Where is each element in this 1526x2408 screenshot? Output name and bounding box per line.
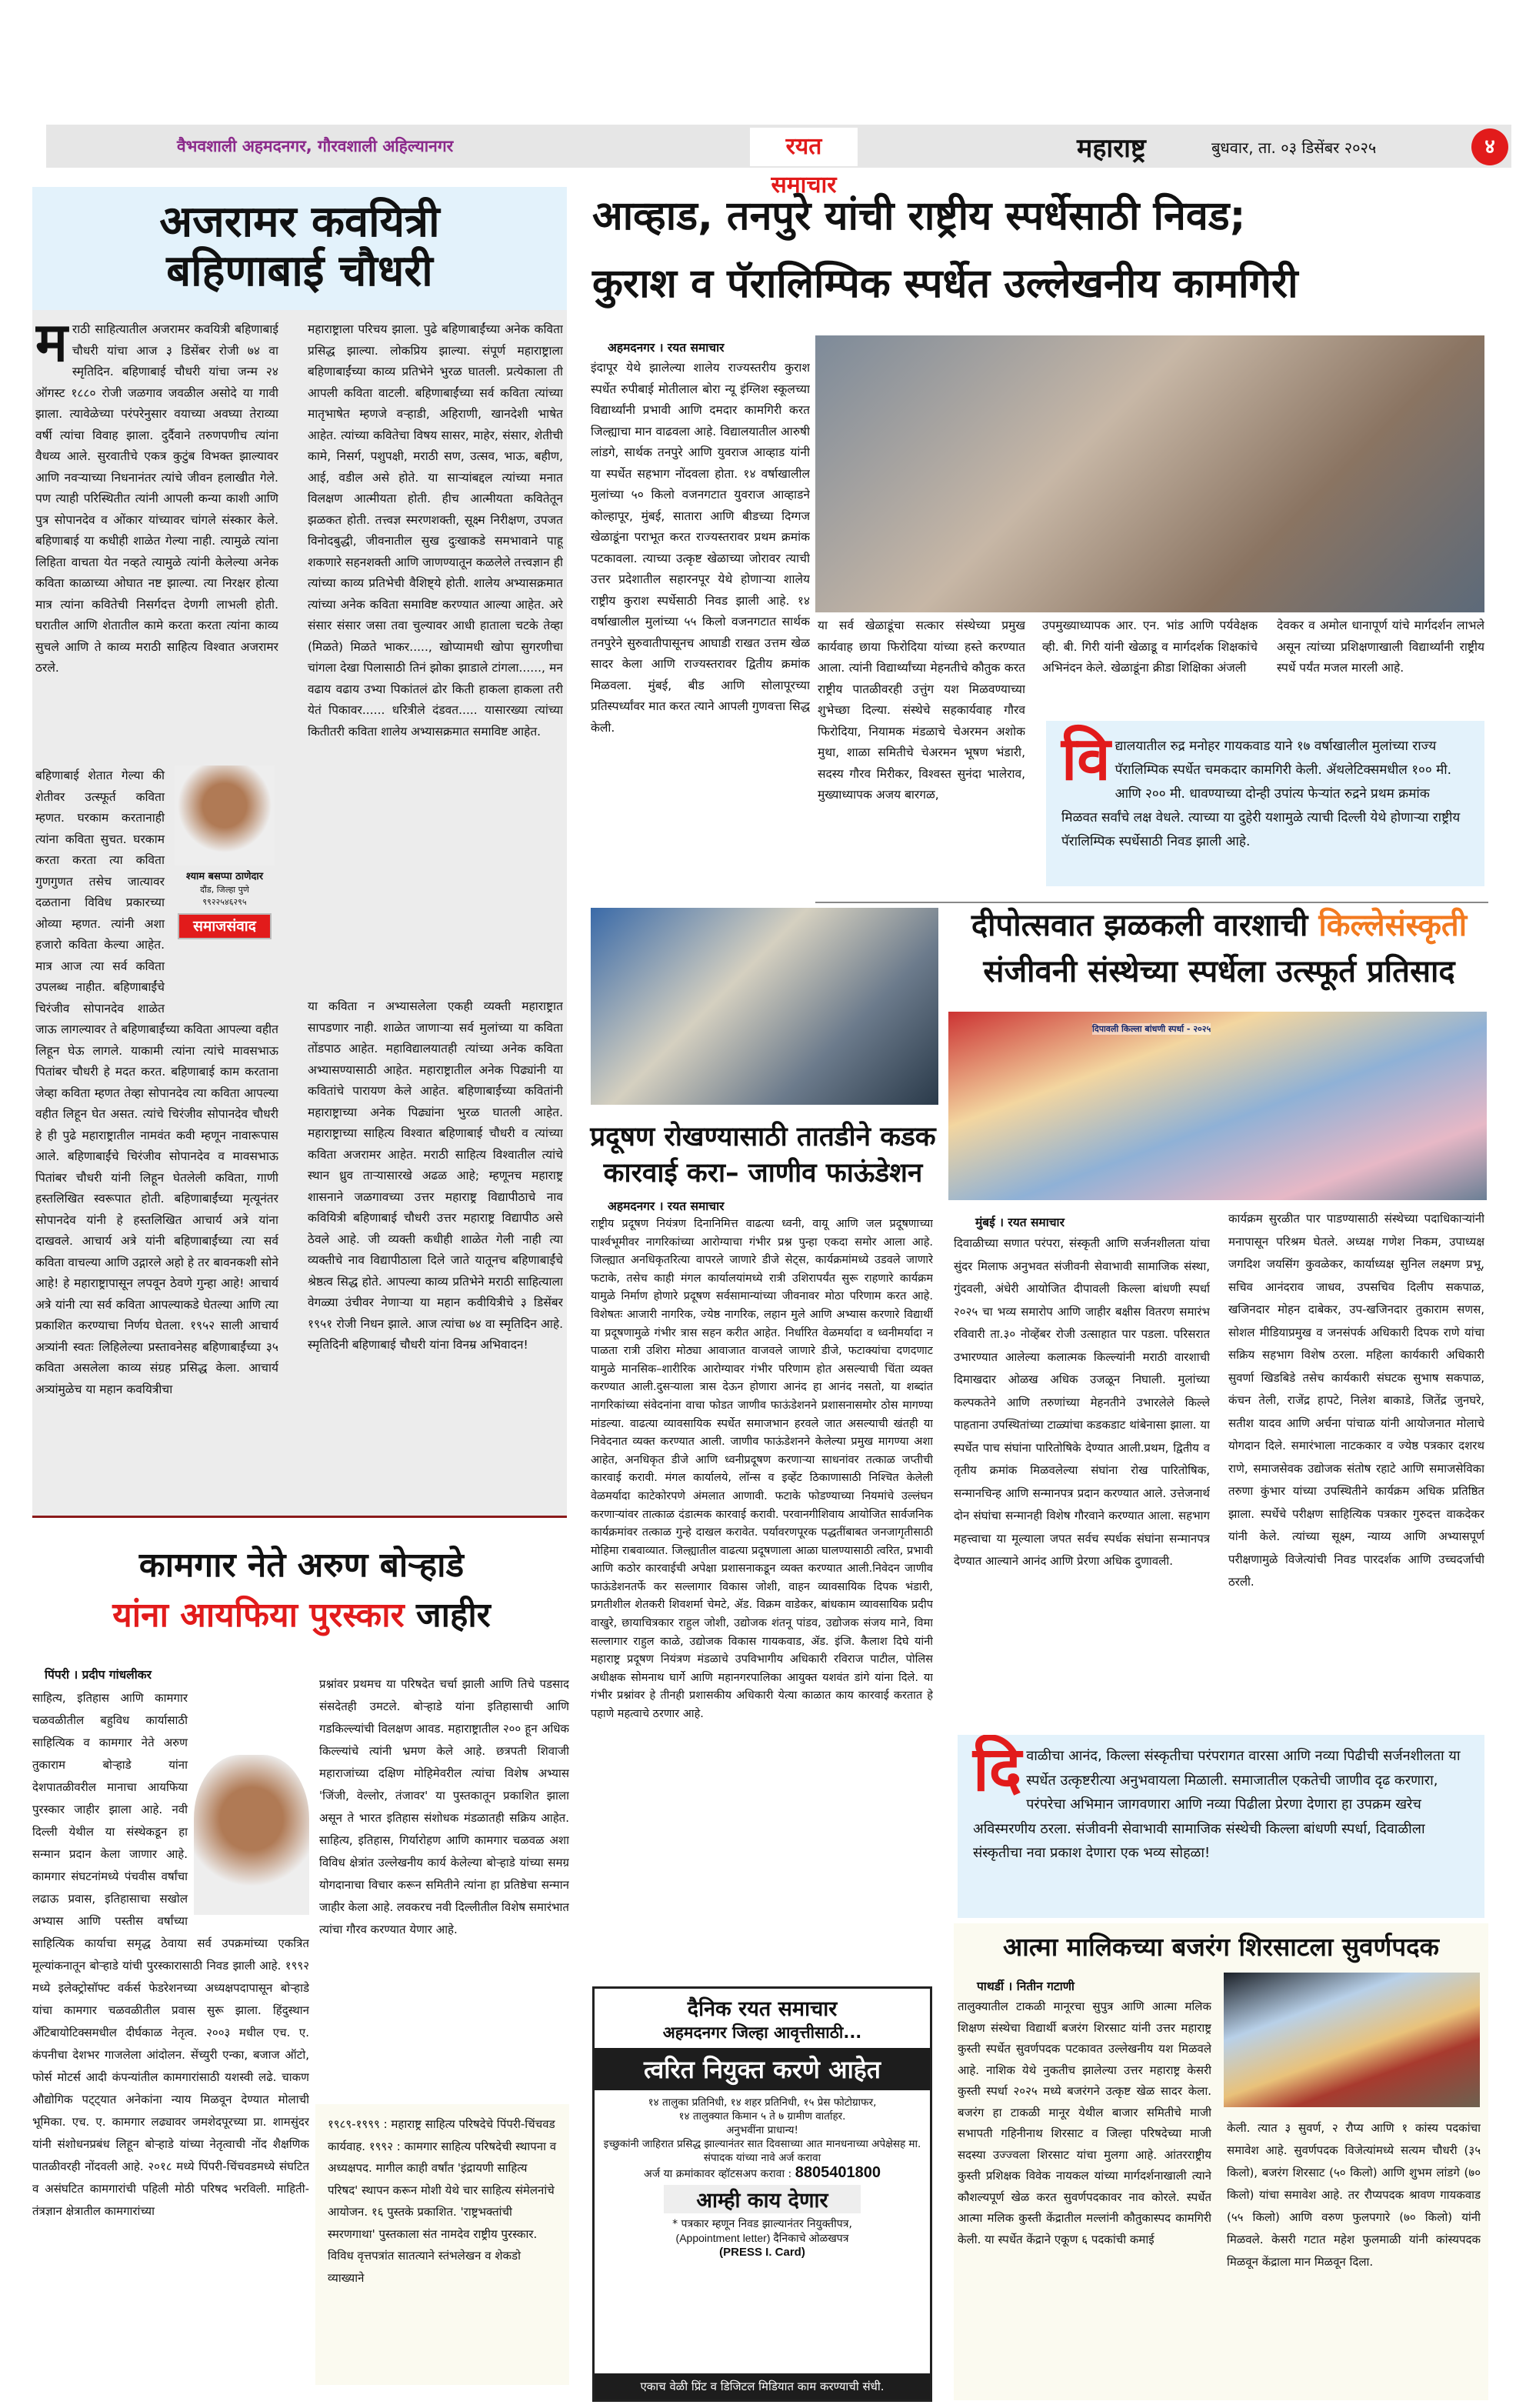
article5-col2: प्रश्नांवर प्रथमच या परिषदेत चर्चा झाली आणि तिचे पडसाद संसदेतही उमटले. बोऱ्हाडे यांना इतिहासाची आणि गडकिल्ल्यांची विलक्षण आवड. महाराष्ट्रातील २०० हून अधिक किल्ल्यांचे त्यांनी भ्रमण केले आहे. छत्रपती शिवाजी महाराजांच्या दक्षिण मोहिमेवरील त्यांचा विशेष अभ्यास 'जिंजी, वेल्लोर, तंजावर' या पुस्तकातून प्रकाशित झाला असून ते भारत इतिहास संशोधक मंडळातही सक्रिय आहेत. साहित्य, इतिहास, गिर्यारोहण आणि कामगार चळवळ अशा विविध क्षेत्रांत उल्लेखनीय कार्य केलेल्या बोऱ्हाडे यांच्या समग्र योगदानाचा विचार करून समितीने त्यांना हा प्रतिष्ठेचा सन्मान जाहीर केला आहे. लवकरच नवी दिल्लीतील विशेष समारंभात त्यांचा गौरव करण्यात येणार आहे. xyxy=(319,1677,569,1936)
ad-contact: अर्ज या क्रमांकावर व्हॉटसअप करावा : 8805401800 xyxy=(644,2164,881,2181)
article5-title-line1: कामगार नेते अरुण बोऱ्हाडे xyxy=(138,1546,465,1585)
article1-col2: महाराष्ट्राला परिचय झाला. पुढे बहिणाबाईंच्या अनेक कविता प्रसिद्ध झाल्या. लोकप्रिय झाल्या. संपूर्ण महाराष्ट्राला बहिणाबाईंच्या काव्य प्रतिभेने भुरळ घातली. प्रत्येकाला ती आपली कविता वाटली. बहिणाबाईंच्या सर्व कविता त्यांच्या मातृभाषेत म्हणजे वऱ्हाडी, अहिराणी, खानदेशी भाषेत आहेत. त्यांच्या कवितेचा विषय सासर, माहेर, संसार, शेतीची कामे, निसर्ग, पशुपक्षी, मराठी सण, उत्सव, भाऊ, बहीण, आई, वडील असे होते. या साऱ्यांबद्दल त्यांच्या मनात विलक्षण आत्मीयता होती. हीच आत्मीयता कवितेतून झळकत होती. तत्त्वज्ञ स्मरणशक्ती, सूक्ष्म निरीक्षण, उपजत विनोदबुद्धी, जीवनातील सुख दुःखाकडे समभावाने पाहू शकणारे सहनशक्ती आणि जाणण्यातून कळलेले तत्त्वज्ञान ही त्यांच्या काव्य प्रतिभेची वैशिष्ट्ये होती. शालेय अभ्यासक्रमात त्यांच्या अनेक कविता समाविष्ट करण्यात आल्या आहेत. अरे संसार संसार जसा तवा चुल्यावर आधी हाताला चटके तेव्हा (मिळते) मिळते भाकर....., खोप्यामधी खोपा सुगरणीचा चांगला देखा पिलासाठी तिनं झोका झाडाले टांगला......, मन वढाय वढाय उभ्या पिकांतलं ढोर किती हाकला हाकला तरी येतं पिकावर...... धरित्रीले दंडवत..... यासारख्या त्यांच्या कितीतरी कविता शालेय अभ्यासक्रमात समाविष्ट आहेत. xyxy=(308,322,563,739)
article2-photo-students[interactable] xyxy=(815,335,1484,612)
article4-col2: कार्यक्रम सुरळीत पार पाडण्यासाठी संस्थेच्या पदाधिकाऱ्यांनी मनापासून परिश्रम घेतले. अध्यक्ष गणेश निकम, उपाध्यक्ष जगदिश जयसिंग कुवळेकर, कार्याध्यक्ष सुनिल लक्ष्मण प्रभू, सचिव आनंदराव जाधव, उपसचिव दिलीप सकपाळ, खजिनदार मोहन दाबेकर, उप-खजिनदार तुकाराम सणस, सोशल मीडियाप्रमुख व जनसंपर्क अधिकारी दिपक राणे यांचा सक्रिय सहभाग विशेष ठरला. महिला कार्यकारी अधिकारी सुवर्णा खिडबिडे तसेच कार्यकारी संघटक सुभाष सकपाळ, कंचन तेली, राजेंद्र हापटे, निलेश बाकाडे, जितेंद्र जुनघरे, सतीश यादव आणि अर्चना पांचाळ यांनी आयोजनात मोलाचे योगदान दिले. समारंभाला नाटककार व ज्येष्ठ पत्रकार दशरथ राणे, समाजसेवक उद्योजक संतोष रहाटे आणि समाजसेविका तरुणा कुंभार यांच्या उपस्थितीने कार्यक्रम अधिक प्रतिष्ठित झाला. स्पर्धेचे परीक्षण साहित्यिक पत्रकार गुरुदत्त वाकदेकर यांनी केले. त्यांच्या सूक्ष्म, न्याय्य आणि अभ्यासपूर्ण परीक्षणामुळे विजेत्यांची निवड पारदर्शक आणि उच्चदर्जाची ठरली. xyxy=(1228,1212,1484,1589)
article2-drop-cap: वि xyxy=(1061,725,1111,794)
ad-line4: इच्छुकांनी जाहिरात प्रसिद्ध झाल्यानंतर सात दिवसाच्या आत मानधनाच्या अपेक्षेसह मा. संपादक यांच्या नावे अर्ज करावा xyxy=(603,2138,921,2164)
article4-byline: मुंबई । रयत समाचार xyxy=(975,1216,1065,1229)
column-tag-badge: समाजसंवाद xyxy=(178,913,272,939)
page-header xyxy=(46,125,1511,198)
section-name: महाराष्ट्र xyxy=(1077,133,1146,164)
article4-photo-fort-competition[interactable] xyxy=(948,1012,1487,1200)
article2-col1: इंदापूर येथे झालेल्या शालेय राज्यस्तरीय कुराश स्पर्धेत रुपीबाई मोतीलाल बोरा न्यू इंग्लिश स्कूलच्या विद्यार्थ्यांनी प्रभावी आणि दमदार कामगिरी करत जिल्ह्याचा मान वाढवला आहे. विद्यालयातील आरुषी लांडगे, सार्थक तनपुरे आणि युवराज आव्हाड यांनी या स्पर्धेत सहभाग नोंदवला होता. १४ वर्षाखालील मुलांच्या ५० किलो वजनगटात युवराज आव्हाडने कोल्हापूर, मुंबई, सातारा आणि बीडच्या दिग्गज खेळाडूंना पराभूत करत राज्यस्तरावर प्रथम क्रमांक पटकावला. त्याच्या उत्कृष्ट खेळाच्या जोरावर त्याची उत्तर प्रदेशातील सहारनपूर येथे होणाऱ्या शालेय राष्ट्रीय कुराश स्पर्धेसाठी निवड झाली आहे. १४ वर्षाखालील मुलांच्या ५५ किलो वजनगटात सार्थक तनपुरेने सुरुवातीपासूनच आघाडी राखत उत्तम खेळ सादर केला आणि राज्यस्तरावर द्वितीय क्रमांक मिळवला. मुंबई, बीड आणि सोलापूरच्या प्रतिस्पर्ध्यांवर मात करत त्याने आपली गुणवत्ता सिद्ध केली. xyxy=(591,361,810,735)
article2-byline: अहमदनगर । रयत समाचार xyxy=(608,341,725,355)
article6-col2: केली. त्यात ३ सुवर्ण, २ रौप्य आणि १ कांस्य पदकांचा समावेश आहे. सुवर्णपदक विजेत्यांमध्ये सत्यम चौधरी (३५ किलो), बजरंग शिरसाट (५० किलो) आणि शुभम लांडगे (७० किलो) यांचा समावेश आहे. तर रौप्यपदक श्रावण गायकवाड (५५ किलो) आणि वरुण फुलपगारे (७० किलो) यांनी मिळवले. केसरी गटात महेश फुलमाळी यांनी कांस्यपदक मिळवून केंद्राला मान मिळवून दिला. xyxy=(1227,2121,1481,2269)
author-photo xyxy=(175,765,275,865)
article6-photo-wrestling-award[interactable] xyxy=(1224,1973,1480,2107)
article3-body: राष्ट्रीय प्रदूषण नियंत्रण दिनानिमित्त वाढत्या ध्वनी, वायू आणि जल प्रदूषणाच्या पार्श्वभूमीवर नागरिकांच्या आरोग्याचा गंभीर प्रश्न पुन्हा एकदा समोर आला आहे. जिल्ह्यात अनधिकृतरित्या वापरले जाणारे डीजे सेट्स, कार्यक्रमांमध्ये उडवले जाणारे फटाके, तसेच काही मंगल कार्यालयांमध्ये रात्री उशिरापर्यंत सुरू राहणारे कार्यक्रम यामुळे निर्माण होणारे प्रदूषण सर्वसामान्यांच्या जीवनावर मोठा परिणाम करत आहे. विशेषतः आजारी नागरिक, ज्येष्ठ नागरिक, लहान मुले आणि अभ्यास करणारे विद्यार्थी या प्रदूषणामुळे गंभीर त्रास सहन करीत आहेत. निर्धारित वेळमर्यादा व ध्वनीमर्यादा न पाळता रात्री उशिरा मोठ्या आवाजात वाजवले जाणारे डीजे, फटाक्यांचा दणदणाट यामुळे मानसिक–शारीरिक आरोग्यावर गंभीर परिणाम होत असल्याची चिंता व्यक्त करण्यात आली.दुसऱ्याला त्रास देऊन होणारा आनंद हा आनंद नसतो, या शब्दांत नागरिकांच्या संवेदनांना वाचा फोडत जाणीव फाऊंडेशनने प्रशासनासमोर ठोस मागण्या मांडल्या. वाढत्या व्यावसायिक स्पर्धेत समाजभान हरवले जात असल्याची खंतही या निवेदनात व्यक्त करण्यात आली. जाणीव फाऊंडेशनने केलेल्या प्रमुख मागण्या अशा आहेत, अनधिकृत डीजे आणि ध्वनीप्रदूषण करणाऱ्या साधनांवर तत्काळ जप्तीची कारवाई करावी. मंगल कार्यालये, लॉन्स व इव्हेंट ठिकाणासाठी निश्चित केलेली वेळमर्यादा काटेकोरपणे अंमलात आणावी. फटाके फोडण्याच्या नियमांचे उल्लंघन करणाऱ्यांवर तात्काळ दंडात्मक कारवाई करावी. परवानगीशिवाय आयोजित सार्वजनिक कार्यक्रमांवर तत्काळ गुन्हे दाखल करावेत. पर्यावरणपूरक पद्धतींबाबत जनजागृतीसाठी मोहिमा राबवाव्यात. जिल्ह्यातील वाढत्या प्रदूषणाला आळा घालण्यासाठी त्वरित, प्रभावी आणि कठोर कारवाईची अपेक्षा प्रशासनाकडून व्यक्त करण्यात आली.निवेदन जाणीव फाऊंडेशनतर्फे कर सल्लागार विकास जोशी, वाहन व्यावसायिक दिपक भंडारी, प्रगतीशील शेतकरी शिवशर्मा चेमटे, ॲड. विक्रम वाडेकर, बांधकाम व्यावसायिक प्रदीप वाखुरे, छायाचित्रकार राहुल जोशी, उद्योजक शंतनू पांडव, उद्योजक संजय माने, विमा सल्लागार राहुल काळे, उद्योजक विकास गायकवाड, ॲड. इंजि. कैलाश दिघे यांनी महाराष्ट्र प्रदूषण नियंत्रण मंडळाचे उपविभागीय अधिकारी रविराज पाटील, पोलिस अधीक्षक सोमनाथ घार्गे आणि महानगरपालिका आयुक्त यशवंत डांगे यांना दिले. या गंभीर प्रश्नांवर हे तीनही प्रशासकीय अधिकारी येत्या काळात काय कारवाई करतात हे पहाणे महत्वाचे ठरणार आहे. xyxy=(591,1218,933,1721)
ad-banner: त्वरित नियुक्त करणे आहेत xyxy=(595,2048,930,2090)
article1-title-line1: अजरामर कवयित्री xyxy=(159,197,440,247)
ad-offer1: * पत्रकार म्हणून निवड झाल्यानंतर नियुक्तीपत्र, xyxy=(672,2218,852,2230)
ad-offer3: (PRESS I. Card) xyxy=(719,2246,805,2259)
article1-title-line2: बहिणाबाई चौधरी xyxy=(166,246,433,297)
article4-title-line1: दीपोत्सवात झळकली वारशाची किल्लेसंस्कृती xyxy=(971,908,1468,943)
article6-col1: तालुक्यातील टाकळी मानूरचा सुपुत्र आणि आत्मा मलिक शिक्षण संस्थेचा विद्यार्थी बजरंग शिरसाट यांनी उत्तर महाराष्ट्र कुस्ती स्पर्धेत सुवर्णपदक पटकावत उल्लेखनीय यश मिळवले आहे. नाशिक येथे नुकतीच झालेल्या उत्तर महाराष्ट्र केसरी कुस्ती स्पर्धा २०२५ मध्ये बजरंगने उत्कृष्ट खेळ सादर केला. बजरंग हा टाकळी मानूर येथील बाजार समितीचे माजी सभापती गहिनीनाथ शिरसाट व जिल्हा परिषदेच्या माजी सदस्या उज्ज्वला शिरसाट यांचा मुलगा आहे. आंतरराष्ट्रीय कुस्ती प्रशिक्षक विवेक नायकल यांच्या मार्गदर्शनाखाली त्याने कौशल्यपूर्ण खेळ करत सुवर्णपदकावर नाव कोरले. स्पर्धेत आत्मा मलिक कुस्ती केंद्रातील मल्लांनी कौतुकास्पद कामगिरी केली. या स्पर्धेत केंद्राने एकूण ६ पदकांची कमाई xyxy=(958,1999,1211,2246)
author-phone: ९९२२५४६२९५ xyxy=(202,897,247,907)
highlighted-title-word: किल्लेसंस्कृती xyxy=(1318,908,1468,943)
article1-drop-cap: म xyxy=(35,319,68,374)
article4-col1: दिवाळीच्या सणात परंपरा, संस्कृती आणि सर्जनशीलता यांचा सुंदर मिलाफ अनुभवत संजीवनी सेवाभावी सामाजिक संस्था, गुंदवली, अंधेरी आयोजित दीपावली किल्ला बांधणी स्पर्धा २०२५ चा भव्य समारोप आणि जाहीर बक्षीस वितरण समारंभ रविवारी ता.३० नोव्हेंबर रोजी उत्साहात पार पडला. परिसरात उभारण्यात आलेल्या कलात्मक किल्ल्यांनी मराठी वारशाची दिमाखदार ओळख अधिक उजळून निघाली. मुलांच्या कल्पकतेने आणि तरुणांच्या मेहनतीने उभारलेले किल्ले पाहताना उपस्थितांच्या टाळ्यांचा कडकडाट थांबेनासा झाला. या स्पर्धेत पाच संघांना पारितोषिके देण्यात आली.प्रथम, द्वितीय व तृतीय क्रमांक मिळवलेल्या संघांना रोख पारितोषिक, सन्मानचिन्ह आणि सन्मानपत्र प्रदान करण्यात आले. उत्तेजनार्थ दोन संघांचा सन्मानही विशेष गौरवाने करण्यात आला. सहभाग महत्त्वाचा या मूल्याला जपत सर्वच स्पर्धक संघांना सन्मानपत्र देण्यात आल्याने आनंद आणि प्रेरणा अधिक दुणावली. xyxy=(954,1236,1210,1568)
issue-date: बुधवार, ता. ०३ डिसेंबर २०२५ xyxy=(1211,138,1377,157)
article6-byline: पाथर्डी । नितीन गटाणी xyxy=(977,1979,1075,1993)
photo-banner-text: दिपावली किल्ला बांधणी स्पर्धा - २०२५ xyxy=(1092,1024,1211,1034)
article3-title-line2: कारवाई करा– जाणीव फाऊंडेशन xyxy=(603,1158,923,1189)
article3-title-line1: प्रदूषण रोखण्यासाठी तातडीने कडक xyxy=(590,1122,936,1152)
article2-title-line1: आव्हाड, तनपुरे यांची राष्ट्रीय स्पर्धेसाठी निवड; xyxy=(592,193,1246,239)
ad-line1: १४ तालुका प्रतिनिधी, १४ शहर प्रतिनिधी, १५ प्रेस फोटोग्राफर, xyxy=(648,2096,877,2109)
ad-footer: एकाच वेळी प्रिंट व डिजिटल मिडियात काम करण्याची संधी. xyxy=(595,2373,930,2400)
author-place: दौंड, जिल्हा पुणे xyxy=(200,885,249,895)
article2-col4: देवकर व अमोल धानापूर्ण यांचे मार्गदर्शन लाभले असून त्यांच्या प्रशिक्षणाखाली विद्यार्थ्यांनी राष्ट्रीय स्पर्धे पर्यंत मजल मारली आहे. xyxy=(1277,619,1484,675)
ad-line3: अनुभवींना प्राधान्य! xyxy=(726,2124,798,2136)
article1-col1b: बहिणाबाई शेतात गेल्या की शेतीवर उत्स्फूर्त कविता म्हणत. घरकाम करतानाही त्यांना कविता सुचत. घरकाम करता करता त्या कविता गुणगुणत तसेच जात्यावर दळताना विविध प्रकारच्या ओव्या म्हणत. त्यांनी अशा हजारो कविता केल्या आहेत. मात्र आज त्या सर्व कविता उपलब्ध नाहीत. बहिणाबाईंचे चिरंजीव सोपानदेव शाळेत जाऊ लागल्यावर ते बहिणाबाईंच्या कविता आपल्या वहीत लिहून घेऊ लागले. याकामी त्यांना त्यांचे मावसभाऊ पितांबर चौधरी हे मदत करत. बहिणाबाई काम करताना जेव्हा कविता म्हणत तेव्हा सोपानदेव त्या कविता आपल्या वहीत लिहून घेत असत. त्यांचे चिरंजीव सोपानदेव चौधरी हे ही पुढे महाराष्ट्रातील नामवंत कवी म्हणून नावारूपास आले. बहिणाबाईंचे चिरंजीव सोपानदेव व मावसभाऊ पितांबर चौधरी यांनी लिहून घेतलेली कविता, गाणी हस्तलिखित स्वरूपात होती. बहिणाबाईंच्या मृत्यूनंतर सोपानदेव यांनी हे हस्तलिखित आचार्य अत्रे यांना दाखवले. आचार्य अत्रे यांनी बहिणाबाईंच्या त्या सर्व कविता वाचल्या आणि उद्गारले अहो हे तर बावनकशी सोने आहे! हे महाराष्ट्रापासून लपवून ठेवणे गुन्हा आहे! आचार्य अत्रे यांनी त्या सर्व कविता आपल्याकडे घेतल्या आणि त्या प्रकाशित करण्याचा निर्णय घेतला. १९५२ साली आचार्य अत्र्यांनी स्वतः लिहिलेल्या प्रस्तावनेसह बहिणाबाईंच्या ३५ कविता असलेला काव्य संग्रह प्रसिद्ध केला. आचार्य अत्र्यांमुळेच या महान कवयित्रीचा xyxy=(35,769,278,1396)
article4-title-line2: संजीवनी संस्थेच्या स्पर्धेला उत्स्फूर्त प्रतिसाद xyxy=(983,954,1455,989)
arun-borhade-photo[interactable] xyxy=(194,1755,309,1915)
article4-highlight-box: दिवाळीचा आनंद, किल्ला संस्कृतीचा परंपरागत वारसा आणि नव्या पिढीची सर्जनशीलता या स्पर्धेत उत्कृष्टरीत्या अनुभवायला मिळाली. समाजातील एकतेची जाणीव दृढ करणारा, परंपरेचा अभिमान जागवणारा आणि नव्या पिढीला प्रेरणा देणारा हा उपक्रम खरेच अविस्मरणीय ठरला. संजीवनी सेवाभावी सामाजिक संस्थेची किल्ला बांधणी स्पर्धा, दिवाळीला संस्कृतीचा नवा प्रकाश देणारा एक भव्य सोहळा! xyxy=(958,1735,1484,1918)
article6-title: आत्मा मालिकच्या बजरंग शिरसाटला सुवर्णपदक xyxy=(1003,1932,1439,1962)
recruitment-advertisement[interactable] xyxy=(592,1986,932,2402)
ad-offer-title: आम्ही काय देणार xyxy=(664,2185,861,2213)
page-number-badge: ४ xyxy=(1471,128,1508,165)
masthead-logo[interactable]: रयत समाचार xyxy=(750,128,858,166)
ad-line2: १४ तालुक्यात किमान ५ ते ७ ग्रामीण वार्ताहर. xyxy=(678,2110,846,2123)
article5-title-line2: यांना आयफिया पुरस्कार जाहीर xyxy=(112,1596,491,1635)
ad-title: दैनिक रयत समाचार xyxy=(687,1997,838,2021)
article2-title-line2: कुराश व पॅरालिम्पिक स्पर्धेत उल्लेखनीय कामगिरी xyxy=(592,261,1298,307)
ad-phone-number[interactable]: 8805401800 xyxy=(795,2164,881,2181)
article5-timeline-box: १९८९-१९९९ : महाराष्ट्र साहित्य परिषदेचे पिंपरी-चिंचवड कार्यवाह. १९९२ : कामगार साहित्य परिषदेची स्थापना व अध्यक्षपद. मागील काही वर्षांत 'इंद्रायणी साहित्य परिषद' स्थापन करून मोशी येथे चार साहित्य संमेलनांचे आयोजन. १६ पुस्तके प्रकाशित. 'राष्ट्रभक्तांची स्मरणगाथा' पुस्तकाला संत नामदेव राष्ट्रीय पुरस्कार. विविध वृत्तपत्रांत सातत्याने स्तंभलेखन व शेकडो व्याख्याने xyxy=(315,2104,569,2385)
article3-photo-memorandum[interactable] xyxy=(591,908,938,1105)
author-box xyxy=(171,765,278,1012)
article1-col1b-flow xyxy=(35,765,278,1512)
ad-offer2: (Appointment letter) दैनिकाचे ओळखपत्र xyxy=(675,2232,849,2244)
article1-col2b: या कविता न अभ्यासलेला एकही व्यक्ती महाराष्ट्रात सापडणार नाही. शाळेत जाणाऱ्या सर्व मुलांच्या या कविता तोंडपाठ आहेत. महाविद्यालयातही त्यांच्या अनेक कविता अभ्यासण्यासाठी आहेत. महाराष्ट्रातील अनेक पिढ्यांनी या कवितांचे पारायण केले आहेत. बहिणाबाईंच्या कवितांनी महाराष्ट्राच्या अनेक पिढ्यांना भुरळ घातली आहेत. महाराष्ट्राच्या साहित्य विश्वात बहिणाबाई चौधरी व त्यांच्या कविता अजरामर आहेत. मराठी साहित्य विश्वातील त्यांचे स्थान ध्रुव ताऱ्यासारखे अढळ आहे; म्हणूनच महाराष्ट्र शासनाने जळगावच्या उत्तर महाराष्ट्र विद्यापीठाचे नाव कवियित्री बहिणाबाई चौधरी उत्तर महाराष्ट्र विद्यापीठ असे ठेवले आहे. जी व्यक्ती कधीही शाळेत गेली नाही त्या व्यक्तीचे नाव विद्यापीठाला दिले जाते यातूनच बहिणाबाईंचे श्रेष्ठत्व सिद्ध होते. आपल्या काव्य प्रतिभेने मराठी साहित्याला वेगळ्या उंचीवर नेणाऱ्या या महान कवीयित्रीचे ३ डिसेंबर १९५१ रोजी निधन झाले. आज त्यांचा ७४ वा स्मृतिदिन आहे. स्मृतिदिनी बहिणाबाई चौधरी यांना विनम्र अभिवादन! xyxy=(308,999,563,1352)
ad-subtitle: अहमदनगर जिल्हा आवृत्तीसाठी... xyxy=(662,2023,862,2042)
article1-headline-box xyxy=(32,187,567,310)
article2-col3: उपमुख्याध्यापक आर. एन. भांड आणि पर्यवेक्षक व्ही. बी. गिरी यांनी खेळाडू व मार्गदर्शक शिक्षकांचे अभिनंदन केले. खेळाडूंना क्रीडा शिक्षिका अंजली xyxy=(1042,619,1258,675)
header-tagline: वैभवशाली अहमदनगर, गौरवशाली अहिल्यानगर xyxy=(177,137,454,155)
article1-col1: मराठी साहित्यातील अजरामर कवयित्री बहिणाबाई चौधरी यांचा आज ३ डिसेंबर रोजी ७४ वा स्मृतिदिन. बहिणाबाई चौधरी यांचा जन्म २४ ऑगस्ट १८८० रोजी जळगाव जवळील असोदे या गावी झाला. त्यावेळेच्या परंपरेनुसार वयाच्या अवघ्या तेराव्या वर्षी त्यांचा विवाह झाला. दुर्दैवाने तरुणपणीच त्यांना वैधव्य आले. सुरवातीचे एकत्र कुटुंब विभक्त झाल्यावर आणि नवऱ्याच्या निधनानंतर त्यांचे जीवन हलाखीत गेले. पण त्याही परिस्थितीत त्यांनी आपली कन्या काशी आणि पुत्र सोपानदेव व ओंकार यांच्यावर चांगले संस्कार केले. बहिणाबाई या कधीही शाळेत गेल्या नाही. त्यामुळे त्यांना लिहिता वाचता येत नव्हते त्यामुळे त्यांनी केलेल्या अनेक कविता काळाच्या ओघात नष्ट झाल्या. त्या निरक्षर होत्या मात्र त्यांना कवितेची निसर्गदत्त देणगी लाभली होती. घरातील आणि शेतातील कामे करता करता त्यांना काव्य सुचले आणि ते काव्य मराठी साहित्य विश्वात अजरामर ठरले. xyxy=(35,319,278,675)
article4-drop-cap: दि xyxy=(973,1735,1022,1805)
article3-byline: अहमदनगर । रयत समाचार xyxy=(608,1199,725,1213)
section-divider xyxy=(815,902,1488,903)
article2-highlight-box: विद्यालयातील रुद्र मनोहर गायकवाड याने १७ वर्षाखालील मुलांच्या राज्य पॅरालिम्पिक स्पर्धेत चमकदार कामगिरी केली. ॲथलेटिक्समधील १०० मी. आणि २०० मी. धावण्याच्या दोन्ही उपांत्य फेऱ्यांत रुद्रने प्रथम क्रमांक मिळवत सर्वांचे लक्ष वेधले. त्याच्या या दुहेरी यशामुळे त्याची दिल्ली येथे होणाऱ्या राष्ट्रीय पॅरालिम्पिक स्पर्धेसाठी निवड झाली आहे. xyxy=(1046,721,1484,886)
article5-col1-flow xyxy=(32,1687,309,2403)
article2-col2: या सर्व खेळाडूंचा सत्कार संस्थेच्या प्रमुख कार्यवाह छाया फिरोदिया यांच्या हस्ते करण्यात आला. त्यांनी विद्यार्थ्यांच्या मेहनतीचे कौतुक करत राष्ट्रीय पातळीवरही उत्तुंग यश मिळवण्याच्या शुभेच्छा दिल्या. संस्थेचे सहकार्यवाह गौरव फिरोदिया, नियामक मंडळाचे चेअरमन अशोक मुथा, शाळा समितीचे चेअरमन भूषण भंडारी, सदस्य गौरव मिरीकर, विश्वस्त सुनंदा भालेराव, मुख्याध्यापक अजय बारगळ, xyxy=(818,619,1025,802)
article5-col1: साहित्य, इतिहास आणि कामगार चळवळीतील बहुविध कार्यासाठी साहित्यिक व कामगार नेते अरुण तुकाराम बोऱ्हाडे यांना देशपातळीवरील मानाचा आयफिया पुरस्कार जाहीर झाला आहे. नवी दिल्ली येथील या संस्थेकडून हा सन्मान प्रदान केला जाणार आहे. कामगार संघटनांमध्ये पंचवीस वर्षांचा लढाऊ प्रवास, इतिहासाचा सखोल अभ्यास आणि पस्तीस वर्षांच्या साहित्यिक कार्याचा समृद्ध ठेवाया सर्व उपक्रमांच्या एकत्रित मूल्यांकनातून बोऱ्हाडे यांची पुरस्कारासाठी निवड झाली आहे. १९९२ मध्ये इलेक्ट्रोसॉफ्ट वर्कर्स फेडरेशनच्या अध्यक्षपदापासून बोऱ्हाडे यांचा कामगार चळवळीतील प्रवास सुरू झाला. हिंदुस्थान अँटिबायोटिक्समधील दीर्घकाळ नेतृत्व. २००३ मधील एच. ए. कंपनीचा देशभर गाजलेला आंदोलन. सेंच्युरी एन्का, बजाज ऑटो, फोर्स मोटर्स आदी कंपन्यांतील कामगारांसाठी यशस्वी लढे. चाकण औद्योगिक पट्ट्यात अनेकांना न्याय मिळवून देण्यात मोलाची भूमिका. एच. ए. कामगार लढ्यावर जमशेदपूरच्या प्रा. शामसुंदर यांनी संशोधनप्रबंध लिहून बोऱ्हाडे यांच्या नेतृत्वाची नोंद शैक्षणिक पातळीवरही नोंदवली आहे. २०१८ मध्ये पिंपरी-चिंचवडमध्ये संघटित व असंघटित कामगारांची पहिली मोठी परिषद भरविली. माहिती-तंत्रज्ञान क्षेत्रातील कामगारांच्या xyxy=(32,1691,309,2218)
author-name: श्याम बसप्पा ठाणेदार xyxy=(185,871,264,882)
article5-byline: पिंपरी । प्रदीप गांधलीकर xyxy=(45,1668,152,1682)
